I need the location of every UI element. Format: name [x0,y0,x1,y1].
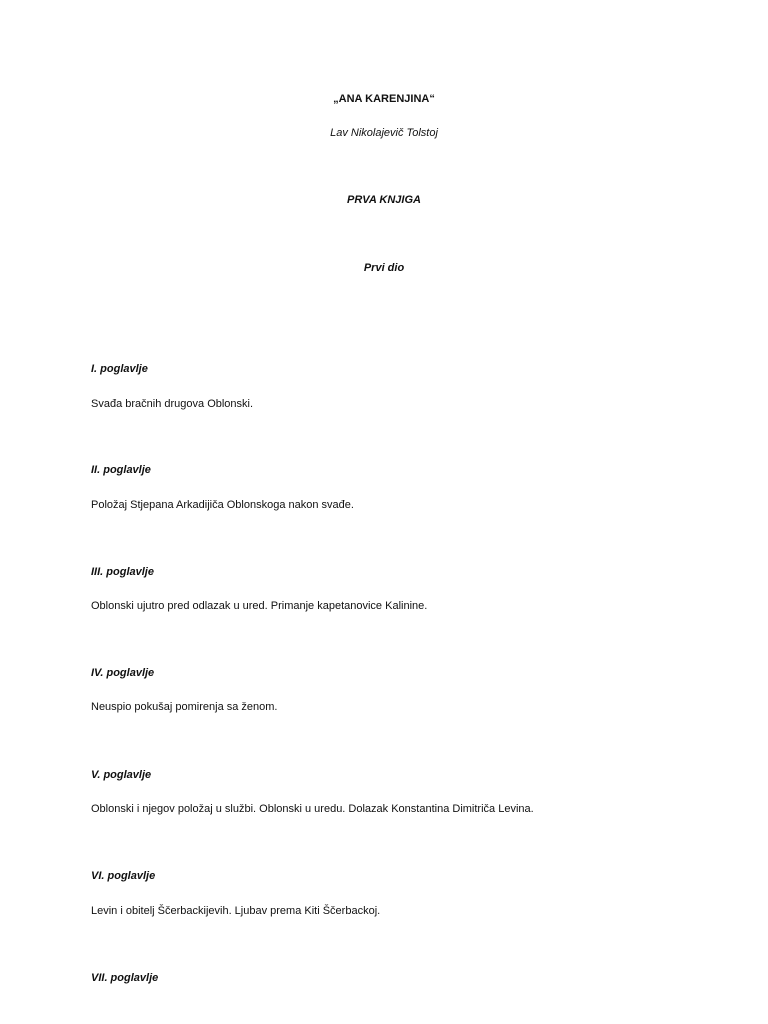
chapter-heading-5: V. poglavlje [91,769,152,781]
chapter-summary-4: Neuspio pokušaj pomirenja sa ženom. [91,701,278,713]
chapter-heading-4: IV. poglavlje [91,667,155,679]
chapter-summary-1: Svađa bračnih drugova Oblonski. [91,398,254,410]
chapter-heading-1: I. poglavlje [91,363,148,375]
chapter-heading-6: VI. poglavlje [91,870,156,882]
chapter-heading-7: VII. poglavlje [91,972,159,984]
chapter-summary-3: Oblonski ujutro pred odlazak u ured. Primanje kapetanovice Kalinine. [91,600,428,612]
chapter-heading-3: III. poglavlje [91,566,154,578]
document-author: Lav Nikolajevič Tolstoj [330,127,438,139]
chapter-summary-5: Oblonski i njegov položaj u službi. Oblonski u uredu. Dolazak Konstantina Dimitriča Levina. [91,803,534,815]
book-heading: PRVA KNJIGA [347,194,421,206]
part-heading: Prvi dio [363,262,405,274]
chapter-heading-2: II. poglavlje [91,464,151,476]
chapter-summary-2: Položaj Stjepana Arkadijiča Oblonskoga nakon svađe. [91,499,354,511]
chapter-summary-6: Levin i obitelj Ščerbackijevih. Ljubav prema Kiti Ščerbackoj. [91,905,381,917]
document-title: „ANA KARENJINA“ [333,93,435,105]
